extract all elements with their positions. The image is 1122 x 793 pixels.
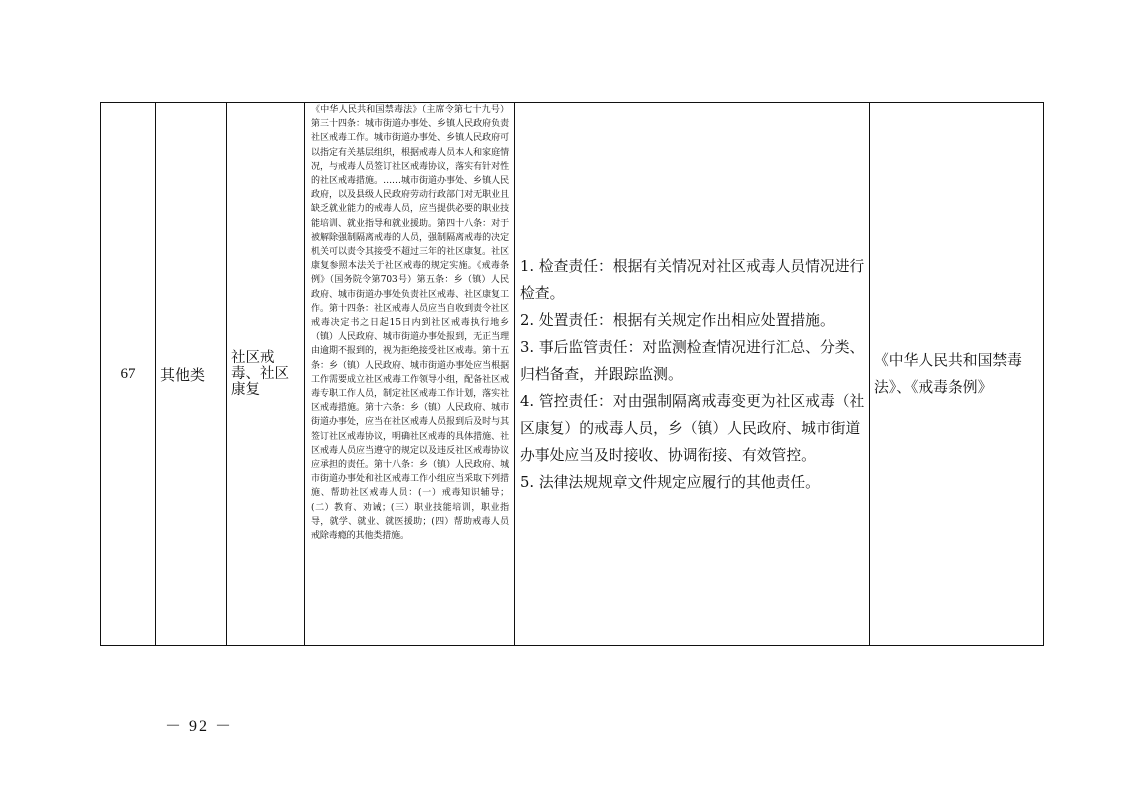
item-name-cell [227, 103, 305, 645]
row-number: 67 [120, 365, 136, 382]
law-reference-cell [870, 103, 1045, 645]
responsibility-item: 4. 管控责任：对由强制隔离戒毒变更为社区戒毒（社区康复）的戒毒人员，乡（镇）人民政府、城市街道办事处应当及时接收、协调衔接、有效管控。 [520, 392, 865, 464]
item-name-text: 社区戒毒、社区康复 [231, 350, 289, 398]
responsibility-cell [515, 103, 870, 645]
duty-table [100, 102, 1044, 646]
responsibility-list [520, 253, 865, 496]
law-reference-text: 《中华人民共和国禁毒法》、《戒毒条例》 [874, 352, 1022, 396]
category-cell [156, 103, 227, 645]
responsibility-item: 3. 事后监管责任：对监测检查情况进行汇总、分类、归档备查，并跟踪监测。 [520, 338, 865, 383]
responsibility-item: 1. 检查责任：根据有关情况对社区戒毒人员情况进行检查。 [520, 257, 865, 302]
legal-basis-cell [305, 103, 515, 645]
legal-basis-text: 《中华人民共和国禁毒法》（主席令第七十九号）第三十四条：城市街道办事处、乡镇人民政府负责社区戒毒工作。城市街道办事处、乡镇人民政府可以指定有关基层组织，根据戒毒人员本人和家庭情况，与戒毒人员签订社区戒毒协议，落实有针对性的社区戒毒措施。……城市街道办事处、乡镇人民政府，以及县级人民政府劳动行政部门对无职业且缺乏就业能力的戒毒人员，应当提供必要的职业技能培训、就业指导和就业援助。第四十八条：对于被解除强制隔离戒毒的人员，强制隔离戒毒的决定机关可以责令其接受不超过三年的社区康复。社区康复参照本法关于社区戒毒的规定实施。《戒毒条例》（国务院令第703号）第五条：乡（镇）人民政府、城市街道办事处负责社区戒毒、社区康复工作。第十四条：社区戒毒人员应当自收到责令社区戒毒决定书之日起15日内到社区戒毒执行地乡（镇）人民政府、城市街道办事处报到，无正当理由逾期不报到的，视为拒绝接受社区戒毒。第十五条：乡（镇）人民政府、城市街道办事处应当根据工作需要成立社区戒毒工作领导小组，配备社区戒毒专职工作人员，制定社区戒毒工作计划，落实社区戒毒措施。第十六条：乡（镇）人民政府、城市街道办事处，应当在社区戒毒人员报到后及时与其签订社区戒毒协议，明确社区戒毒的具体措施、社区戒毒人员应当遵守的规定以及违反社区戒毒协议应承担的责任。第十八条：乡（镇）人民政府、城市街道办事处和社区戒毒工作小组应当采取下列措施、帮助社区戒毒人员：(一）戒毒知识辅导；(二）教育、劝诫；(三）职业技能培训，职业指导，就学、就业、就医援助；(四）帮助戒毒人员戒除毒瘾的其他类措施。 [311, 105, 509, 542]
page-number: － 92 － [165, 718, 234, 735]
row-number-cell [101, 103, 156, 645]
category-text: 其他类 [160, 365, 206, 384]
responsibility-item: 2. 处置责任：根据有关规定作出相应处置措施。 [520, 311, 835, 329]
responsibility-item: 5. 法律法规规章文件规定应履行的其他责任。 [520, 473, 820, 491]
